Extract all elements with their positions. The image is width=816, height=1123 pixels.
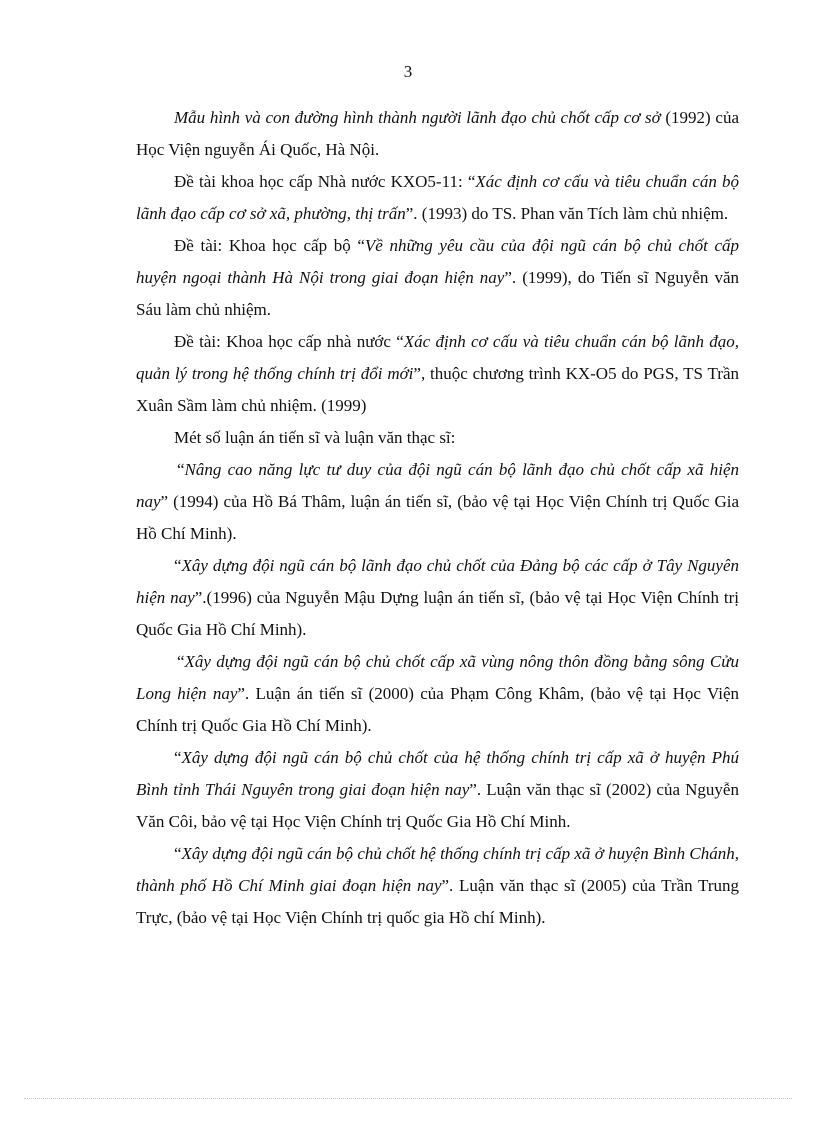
thesis-open-quote: “ [177,460,185,479]
thesis-title: Xây dựng đội ngũ cán bộ lãnh đạo chủ chốt của Đảng bộ các cấp ở Tây Nguyên hiện nay [136,556,739,607]
thesis-open-quote: “ [174,748,182,767]
page-number: 3 [403,62,413,81]
thesis-details: ”.(1996) của Nguyễn Mậu Dựng luận án tiến sĩ, (bảo vệ tại Học Viện Chính trị Quốc Gia Hồ Chí Minh). [136,588,739,639]
reference-details: ”, thuộc chương trình KX-O5 do PGS, TS Trần Xuân Sầm làm chủ nhiệm. (1999) [136,364,739,415]
section-intro-text: Mét số luận án tiến sĩ và luận văn thạc sĩ: [174,428,456,447]
reference-title: Xác định cơ cấu và tiêu chuẩn cán bộ lãnh đạo, quản lý trong hệ thống chính trị đổi mới [136,332,739,383]
thesis-details: ”. Luận án tiến sĩ (2000) của Phạm Công Khâm, (bảo vệ tại Học Viện Chính trị Quốc Gia Hồ Chí Minh). [136,684,739,735]
paragraph-thesis-1 [136,454,739,550]
thesis-details: ”. Luận văn thạc sĩ (2005) của Trần Trung Trực, (bảo vệ tại Học Viện Chính trị quốc gia Hồ chí Minh). [136,876,739,927]
section-intro [136,422,739,454]
thesis-title: Xây dựng đội ngũ cán bộ chủ chốt hệ thống chính trị cấp xã ở huyện Bình Chánh, thành phố Hồ Chí Minh giai đoạn hiện nay [136,844,739,895]
paragraph-thesis-3 [136,646,739,742]
paragraph-reference-3 [136,230,739,326]
thesis-open-quote: “ [174,844,182,863]
reference-title: Về những yêu cầu của đội ngũ cán bộ chủ chốt cấp huyện ngoại thành Hà Nội trong giai đoạn hiện nay [136,236,739,287]
paragraph-thesis-2 [136,550,739,646]
paragraph-thesis-5 [136,838,739,934]
thesis-title: Xây dựng đội ngũ cán bộ chủ chốt cấp xã vùng nông thôn đồng bằng sông Cửu Long hiện nay [136,652,739,703]
reference-title: Xác định cơ cấu và tiêu chuẩn cán bộ lãnh đạo cấp cơ sở xã, phường, thị trấn [136,172,739,223]
reference-details: ”. (1993) do TS. Phan văn Tích làm chủ nhiệm. [405,204,729,223]
reference-lead: Đề tài khoa học cấp Nhà nước KXO5-11: “ [174,172,476,191]
thesis-open-quote: “ [177,652,185,671]
reference-details: ”. (1999), do Tiến sĩ Nguyễn văn Sáu làm chủ nhiệm. [136,268,739,319]
thesis-details: ”. Luận văn thạc sĩ (2002) của Nguyễn Văn Côi, bảo vệ tại Học Viện Chính trị Quốc Gia Hồ Chí Minh. [136,780,739,831]
reference-title: Mẫu hình và con đường hình thành người lãnh đạo chủ chốt cấp cơ sở [174,108,661,127]
document-body [136,102,739,934]
paragraph-thesis-4 [136,742,739,838]
thesis-title: Nâng cao năng lực tư duy của đội ngũ cán bộ lãnh đạo chủ chốt cấp xã hiện nay [136,460,739,511]
reference-lead: Đề tài: Khoa học cấp nhà nước “ [174,332,404,351]
thesis-title: Xây dựng đội ngũ cán bộ chủ chốt của hệ thống chính trị cấp xã ở huyện Phú Bình tỉnh Thái Nguyên trong giai đoạn hiện nay [136,748,739,799]
reference-lead: Đề tài: Khoa học cấp bộ “ [174,236,365,255]
paragraph-reference-4 [136,326,739,422]
paragraph-reference-2 [136,166,739,230]
thesis-details: ” (1994) của Hồ Bá Thâm, luận án tiến sĩ, (bảo vệ tại Học Viện Chính trị Quốc Gia Hồ Chí Minh). [136,492,739,543]
thesis-open-quote: “ [174,556,182,575]
reference-details: (1992) của Học Viện nguyễn Ái Quốc, Hà Nội. [136,108,739,159]
paragraph-reference-1 [136,102,739,166]
page-bottom-divider [24,1098,792,1099]
